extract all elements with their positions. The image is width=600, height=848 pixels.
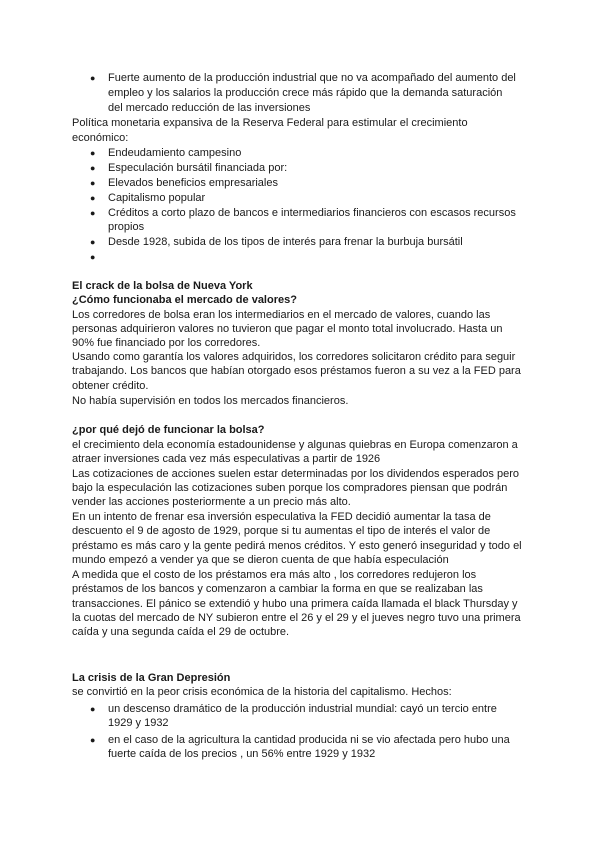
- bullet-text: del mercado reducción de las inversiones: [108, 102, 311, 114]
- bullet-dot: ●: [90, 735, 96, 745]
- paragraph-line: la cuotas del mercado de NY subieron entre el 26 y el 29 y el jueves negro tuvo una primera: [72, 612, 521, 624]
- paragraph-line: Las cotizaciones de acciones suelen estar determinadas por los dividendos esperados pero: [72, 468, 519, 480]
- paragraph-line: trabajando. Los bancos que habían otorgado esos préstamos fueron a su vez a la FED para: [72, 365, 521, 377]
- list-item: en el caso de la agricultura la cantidad producida ni se vio afectada pero hubo una: [108, 734, 510, 746]
- list-item: Especulación bursátil financiada por:: [108, 162, 288, 174]
- paragraph-line: Los corredores de bolsa eran los intermediarios en el mercado de valores, cuando las: [72, 309, 491, 321]
- list-item: Créditos a corto plazo de bancos e intermediarios financieros con escasos recursos: [108, 207, 516, 219]
- paragraph-line: mundo empezó a vender ya que se dieron cuenta de que había especulación: [72, 554, 449, 566]
- section-subtitle: ¿por qué dejó de funcionar la bolsa?: [72, 424, 265, 436]
- paragraph-line: transacciones. El pánico se extendió y hubo una primera caída llamada el black Thursday y: [72, 598, 518, 610]
- paragraph-line: 90% fue financiado por los corredores.: [72, 337, 261, 349]
- list-item: propios: [108, 221, 145, 233]
- bullet-dot: ●: [90, 252, 96, 262]
- bullet-dot: ●: [90, 148, 96, 158]
- paragraph-line: Usando como garantía los valores adquiridos, los corredores solicitaron crédito para seguir: [72, 351, 516, 363]
- paragraph-line: atraer inversiones cada vez más especulativas a partir de 1926: [72, 453, 381, 465]
- list-item: Endeudamiento campesino: [108, 147, 242, 159]
- section-title: La crisis de la Gran Depresión: [72, 672, 231, 684]
- paragraph-line: A medida que el costo de los préstamos era más alto , los corredores redujeron los: [72, 569, 477, 581]
- paragraph-line: En un intento de frenar esa inversión especulativa la FED decidió aumentar la tasa de: [72, 511, 491, 523]
- paragraph-line: personas adquirieron valores no tuvieron que pagar el monto total involucrado. Hasta un: [72, 323, 503, 335]
- list-item: fuerte caída de los precios , un 56% entre 1929 y 1932: [108, 748, 376, 760]
- paragraph-line: económico:: [72, 132, 129, 144]
- paragraph-line: préstamos de los bancos y comenzaron a cambiar la forma en que se realizaban las: [72, 583, 483, 595]
- paragraph-line: No había supervisión en todos los mercados financieros.: [72, 395, 349, 407]
- paragraph-line: obtener crédito.: [72, 380, 149, 392]
- bullet-dot: ●: [90, 208, 96, 218]
- list-item: Capitalismo popular: [108, 192, 206, 204]
- bullet-dot: ●: [90, 178, 96, 188]
- bullet-dot: ●: [90, 163, 96, 173]
- paragraph-line: Política monetaria expansiva de la Reserva Federal para estimular el crecimiento: [72, 117, 468, 129]
- bullet-dot: ●: [90, 193, 96, 203]
- paragraph-line: caída y una segunda caída el 29 de octubre.: [72, 626, 290, 638]
- paragraph-line: préstamo es más caro y la gente pedirá menos créditos. Y esto generó inseguridad y todo el: [72, 540, 522, 552]
- paragraph-line: el crecimiento dela economía estadounidense y algunas quiebras en Europa comenzaron a: [72, 439, 518, 451]
- paragraph-line: descuento el 9 de agosto de 1929, porque si tu aumentas el tipo de interés el valor de: [72, 525, 491, 537]
- paragraph-line: se convirtió en la peor crisis económica de la historia del capitalismo. Hechos:: [72, 686, 452, 698]
- paragraph-line: vender las acciones posteriormente a un precio más alto.: [72, 496, 351, 508]
- bullet-dot: ●: [90, 73, 96, 83]
- list-item: 1929 y 1932: [108, 717, 169, 729]
- section-subtitle: ¿Cómo funcionaba el mercado de valores?: [72, 294, 297, 306]
- section-title: El crack de la bolsa de Nueva York: [72, 280, 253, 292]
- bullet-text: Fuerte aumento de la producción industrial que no va acompañado del aumento del: [108, 72, 516, 84]
- bullet-dot: ●: [90, 237, 96, 247]
- list-item: un descenso dramático de la producción industrial mundial: cayó un tercio entre: [108, 703, 497, 715]
- list-item: Elevados beneficios empresariales: [108, 177, 278, 189]
- list-item: Desde 1928, subida de los tipos de interés para frenar la burbuja bursátil: [108, 236, 463, 248]
- bullet-dot: ●: [90, 704, 96, 714]
- bullet-text: empleo y los salarios la producción crece más rápido que la demanda saturación: [108, 87, 503, 99]
- paragraph-line: bajo la especulación las cotizaciones suben porque los compradores piensan que podrán: [72, 482, 508, 494]
